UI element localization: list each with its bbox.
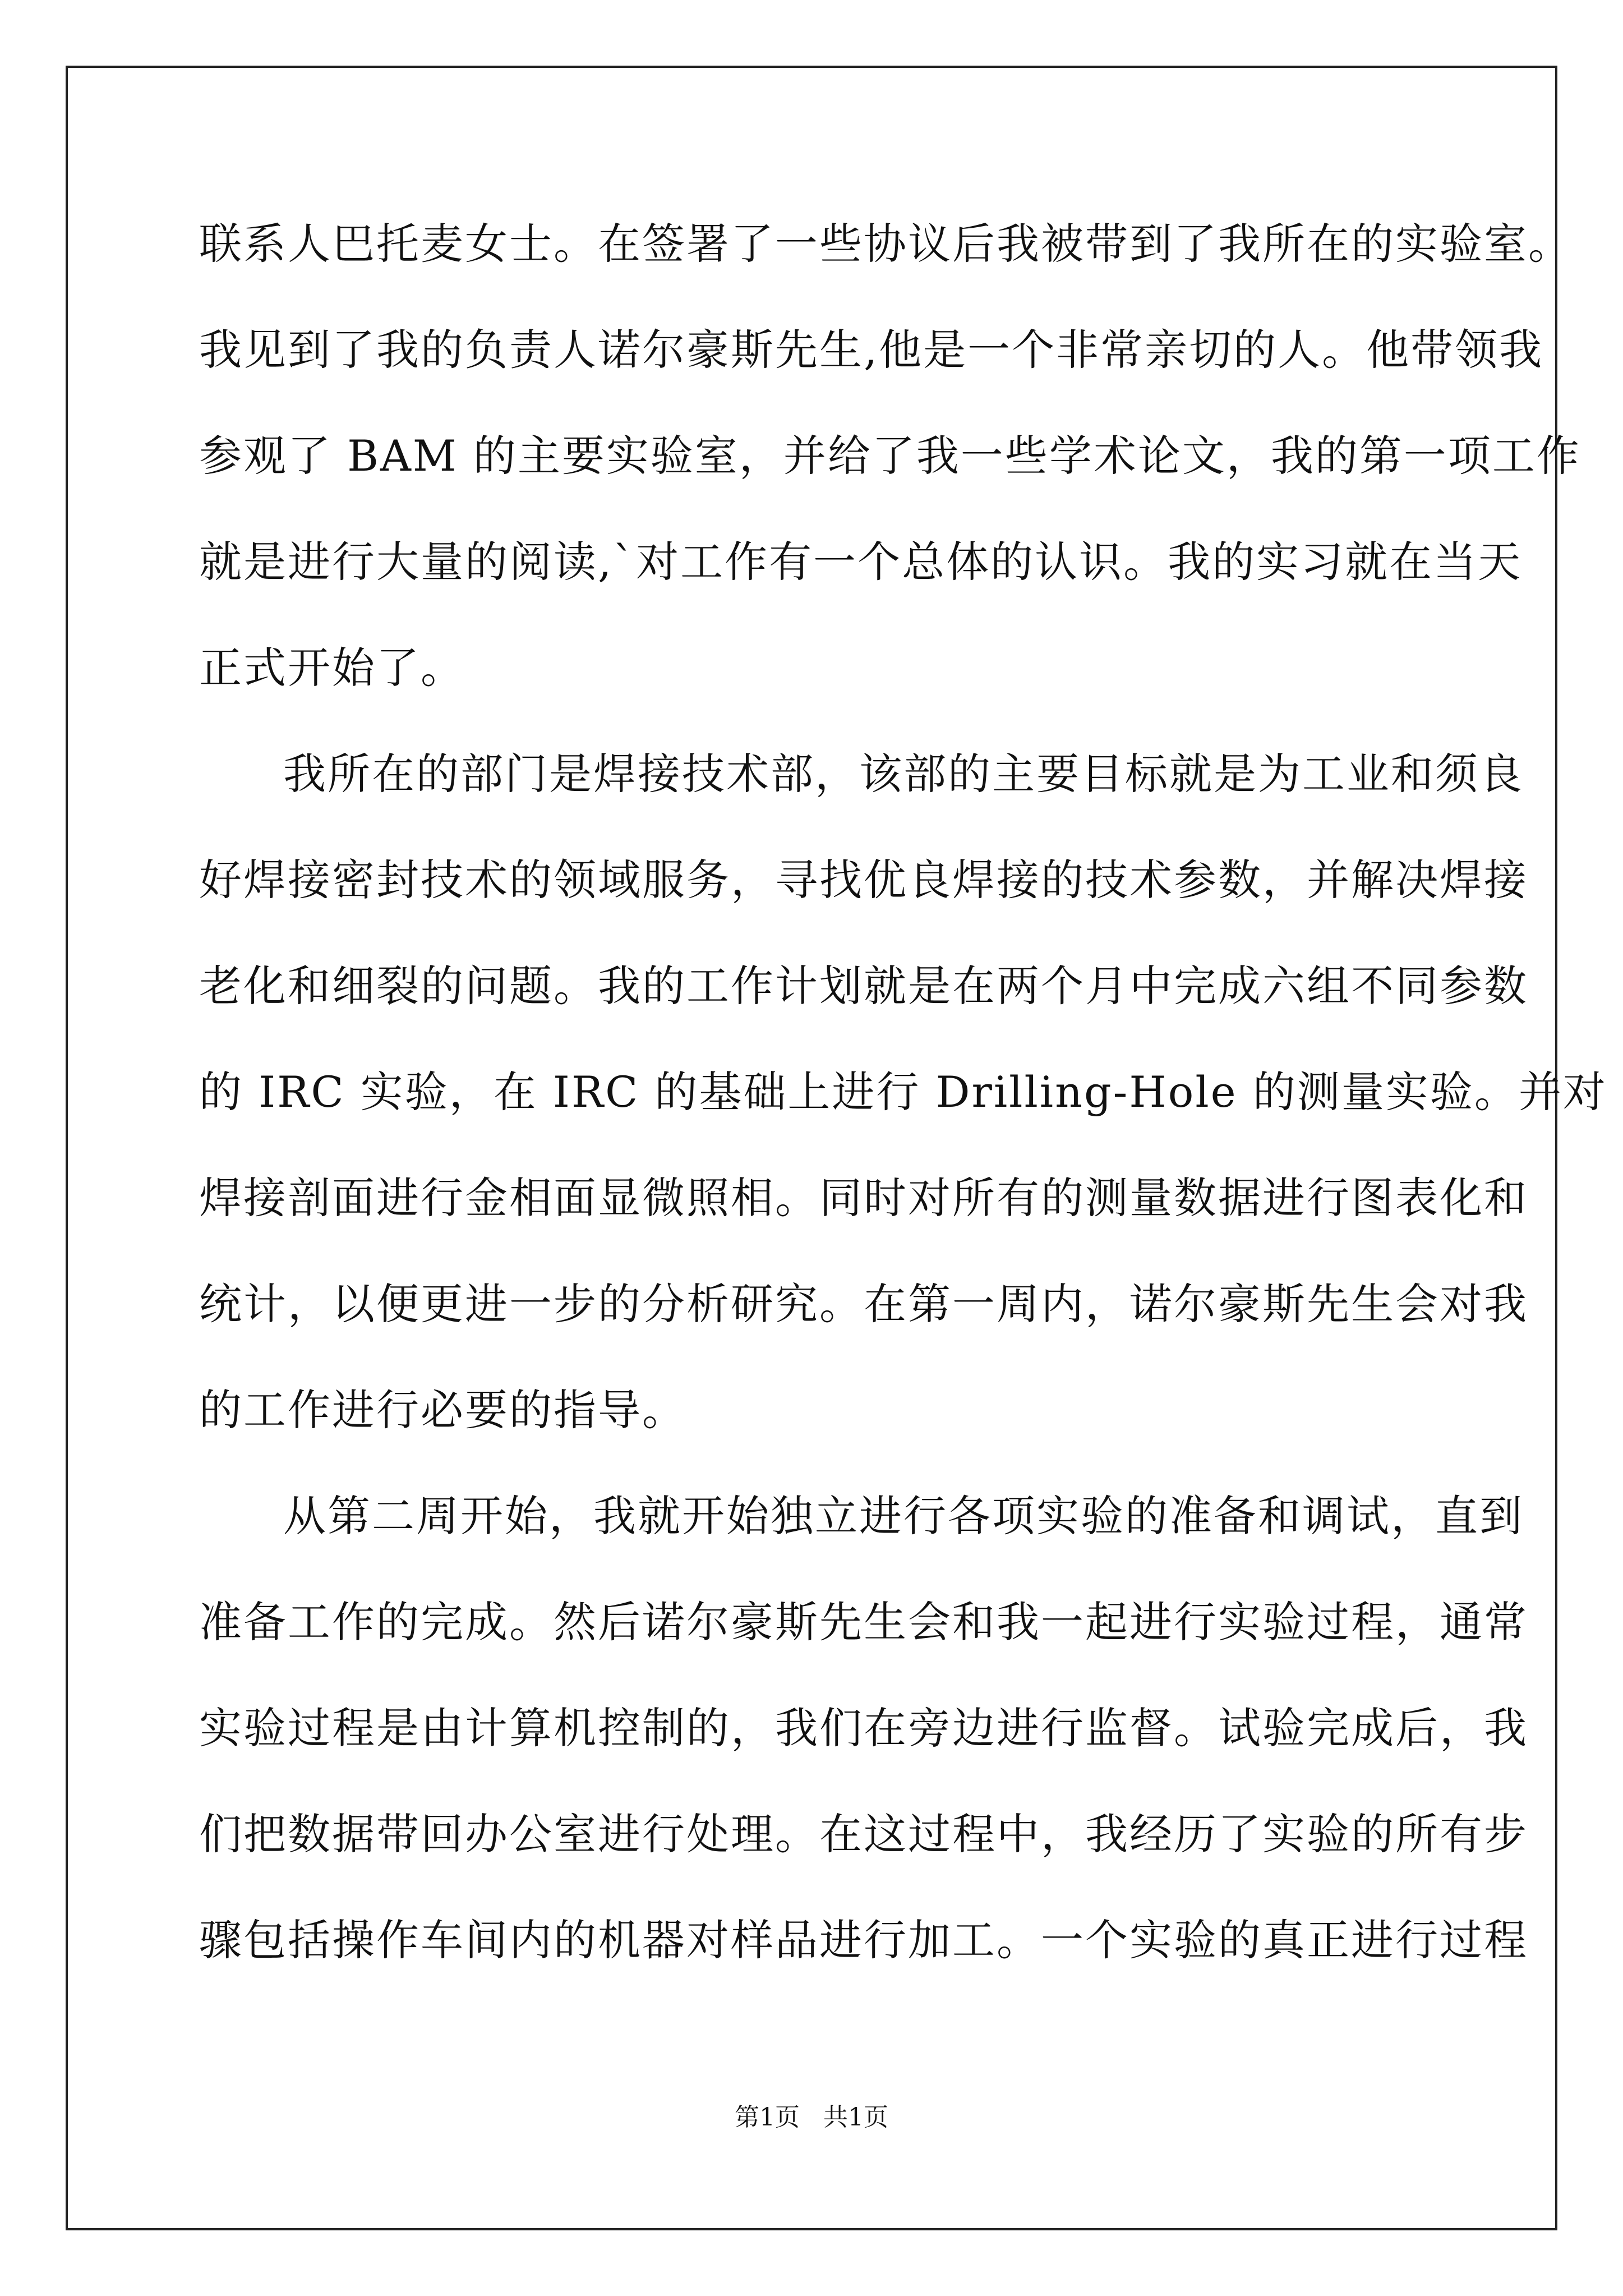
text-line: 实验过程是由计算机控制的，我们在旁边进行监督。试验完成后，我 — [199, 1703, 1528, 1753]
text-line: 的工作进行必要的指导。 — [199, 1385, 686, 1435]
text-line: 老化和细裂的问题。我的工作计划就是在两个月中完成六组不同参数 — [199, 961, 1528, 1011]
text-line: 准备工作的完成。然后诺尔豪斯先生会和我一起进行实验过程，通常 — [199, 1597, 1528, 1647]
text-line: 焊接剖面进行金相面显微照相。同时对所有的测量数据进行图表化和 — [199, 1173, 1528, 1223]
paragraph-start-line: 我所在的部门是焊接技术部，该部的主要目标就是为工业和须良 — [283, 749, 1524, 799]
text-line: 好焊接密封技术的领域服务，寻找优良焊接的技术参数，并解决焊接 — [199, 855, 1528, 905]
text-line: 们把数据带回办公室进行处理。在这过程中，我经历了实验的所有步 — [199, 1809, 1528, 1859]
paragraph-start-line: 从第二周开始，我就开始独立进行各项实验的准备和调试，直到 — [283, 1491, 1524, 1541]
page-footer: 第1页 共1页 — [735, 2103, 888, 2132]
text-line: 正式开始了。 — [199, 643, 465, 693]
text-line: 我见到了我的负责人诺尔豪斯先生,他是一个非常亲切的人。他带领我 — [199, 325, 1544, 375]
text-line: 就是进行大量的阅读,`对工作有一个总体的认识。我的实习就在当天 — [199, 537, 1523, 587]
text-line: 骤包括操作车间内的机器对样品进行加工。一个实验的真正进行过程 — [199, 1915, 1528, 1965]
text-line: 的 IRC 实验，在 IRC 的基础上进行 Drilling-Hole 的测量实验。并对 — [199, 1067, 1607, 1117]
text-line: 统计，以便更进一步的分析研究。在第一周内，诺尔豪斯先生会对我 — [199, 1279, 1528, 1329]
text-line: 联系人巴托麦女士。在签署了一些协议后我被带到了我所在的实验室。 — [199, 219, 1573, 269]
text-line: 参观了 BAM 的主要实验室，并给了我一些学术论文，我的第一项工作 — [199, 431, 1581, 481]
document-body — [199, 191, 1607, 1993]
